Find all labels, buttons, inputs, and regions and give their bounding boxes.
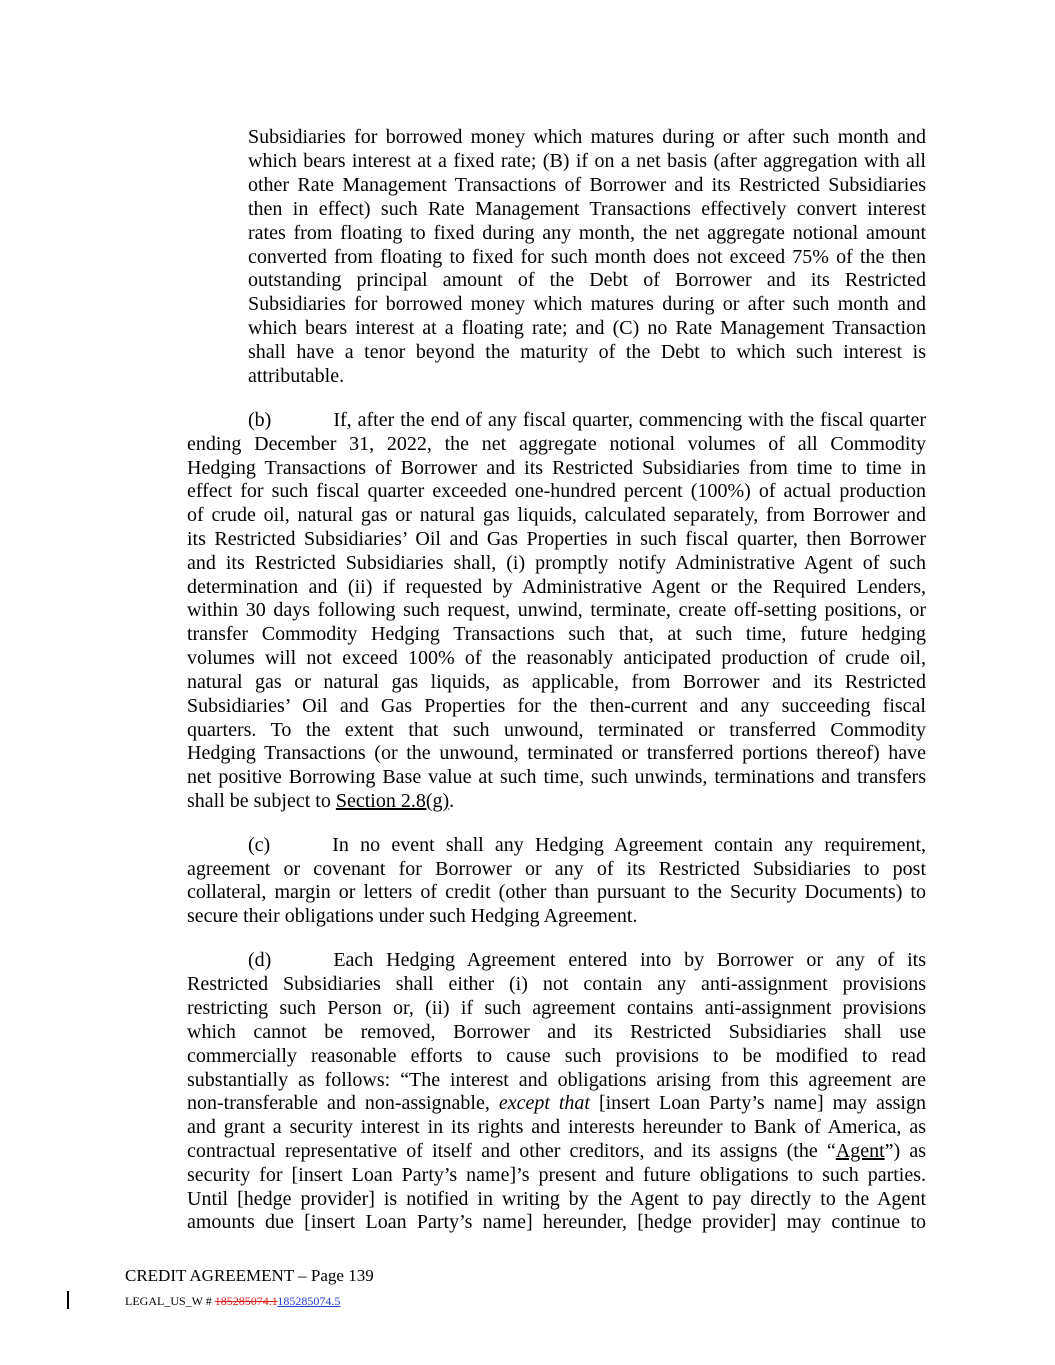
document-id (125, 1294, 340, 1309)
defined-term-agent: Agent (835, 1140, 885, 1162)
text-line: security for [insert Loan Party’s name]’s present and future obligations to such parties. (187, 1164, 926, 1186)
text-line: attributable. (248, 365, 345, 387)
text-span: If, after the end of any fiscal quarter, commencing with the fiscal quarter (333, 409, 926, 431)
paragraph-first-line (248, 408, 926, 432)
paragraph-first-line (248, 948, 926, 972)
subsection-label: (d) (248, 949, 272, 971)
text-span: In no event shall any Hedging Agreement contain any requirement, (332, 834, 926, 856)
text-line: determination and (ii) if requested by Administrative Agent or the Required Lenders, (187, 576, 926, 598)
text-span: shall be subject to (187, 790, 336, 812)
text-line: substantially as follows: “The interest and obligations arising from this agreement are (187, 1069, 926, 1091)
text-line: Until [hedge provider] is notified in writing by the Agent to pay directly to the Agent (187, 1188, 926, 1210)
text-line (187, 1139, 926, 1163)
docid-inserted: 185285074.5 (277, 1294, 341, 1308)
text-line: and its Restricted Subsidiaries shall, (i) promptly notify Administrative Agent of such (187, 552, 926, 574)
text-line: collateral, margin or letters of credit (other than pursuant to the Security Documents) to (187, 881, 926, 903)
text-line: rates from floating to fixed during any month, the net aggregate notional amount (248, 222, 926, 244)
paragraph-first-line (248, 833, 926, 857)
text-line: Restricted Subsidiaries shall either (i) not contain any anti-assignment provisions (187, 973, 926, 995)
text-line: Subsidiaries’ Oil and Gas Properties for the then-current and any succeeding fiscal (187, 695, 926, 717)
text-line: which bears interest at a fixed rate; (B) if on a net basis (after aggregation with all (248, 150, 926, 172)
text-line: of crude oil, natural gas or natural gas liquids, calculated separately, from Borrower and (187, 504, 926, 526)
text-span: [insert Loan Party’s name] may assign (589, 1092, 926, 1114)
text-line: converted from floating to fixed for such month does not exceed 75% of the then (248, 246, 926, 268)
text-line: other Rate Management Transactions of Borrower and its Restricted Subsidiaries (248, 174, 926, 196)
text-line: agreement or covenant for Borrower or any of its Restricted Subsidiaries to post (187, 858, 926, 880)
text-line: effect for such fiscal quarter exceeded one-hundred percent (100%) of actual production (187, 480, 926, 502)
text-line: Hedging Transactions (or the unwound, terminated or transferred portions thereof) have (187, 742, 926, 764)
text-line: Hedging Transactions of Borrower and its Restricted Subsidiaries from time to time in (187, 457, 926, 479)
text-line: secure their obligations under such Hedging Agreement. (187, 905, 638, 927)
text-line (187, 1091, 926, 1115)
page-footer: CREDIT AGREEMENT – Page 139 (125, 1266, 374, 1285)
text-line: transfer Commodity Hedging Transactions such that, at such time, future hedging (187, 623, 926, 645)
docid-prefix: LEGAL_US_W # (125, 1294, 215, 1308)
text-line: restricting such Person or, (ii) if such agreement contains anti-assignment provisions (187, 997, 926, 1019)
text-line: amounts due [insert Loan Party’s name] hereunder, [hedge provider] may continue to (187, 1211, 926, 1233)
docid-deleted: 185285074.1 (214, 1294, 278, 1308)
subsection-label: (c) (248, 834, 271, 856)
text-line: then in effect) such Rate Management Transactions effectively convert interest (248, 198, 926, 220)
text-line: within 30 days following such request, unwind, terminate, create off-setting positions, or (187, 599, 926, 621)
text-span: . (449, 790, 455, 812)
text-span: ”) as (884, 1140, 926, 1162)
text-line: its Restricted Subsidiaries’ Oil and Gas Properties in such fiscal quarter, then Borrower (187, 528, 926, 550)
text-span: Each Hedging Agreement entered into by Borrower or any of its (333, 949, 926, 971)
text-line: outstanding principal amount of the Debt of Borrower and its Restricted (248, 269, 926, 291)
text-line: ending December 31, 2022, the net aggregate notional volumes of all Commodity (187, 433, 926, 455)
text-line: natural gas or natural gas liquids, as applicable, from Borrower and its Restricted (187, 671, 926, 693)
text-line: Subsidiaries for borrowed money which matures during or after such month and (248, 126, 926, 148)
text-line: Subsidiaries for borrowed money which matures during or after such month and (248, 293, 926, 315)
italic-text: except that (498, 1092, 590, 1114)
text-line: volumes will not exceed 100% of the reasonably anticipated production of crude oil, (187, 647, 926, 669)
text-line: commercially reasonable efforts to cause such provisions to be modified to read (187, 1045, 926, 1067)
text-line: quarters. To the extent that such unwound, terminated or transferred Commodity (187, 719, 926, 741)
text-span: non-transferable and non-assignable, (187, 1092, 499, 1114)
text-line: and grant a security interest in its rights and interests hereunder to Bank of America, as (187, 1116, 926, 1138)
text-span: contractual representative of itself and other creditors, and its assigns (the “ (187, 1140, 836, 1162)
text-line: which bears interest at a floating rate; and (C) no Rate Management Transaction (248, 317, 926, 339)
revision-bar (67, 1291, 69, 1309)
section-reference-link[interactable]: Section 2.8(g) (335, 790, 450, 812)
text-line: shall have a tenor beyond the maturity of the Debt to which such interest is (248, 341, 926, 363)
text-line: net positive Borrowing Base value at such time, such unwinds, terminations and transfers (187, 766, 926, 788)
text-line (187, 789, 926, 813)
subsection-label: (b) (248, 409, 272, 431)
text-line: which cannot be removed, Borrower and its Restricted Subsidiaries shall use (187, 1021, 926, 1043)
